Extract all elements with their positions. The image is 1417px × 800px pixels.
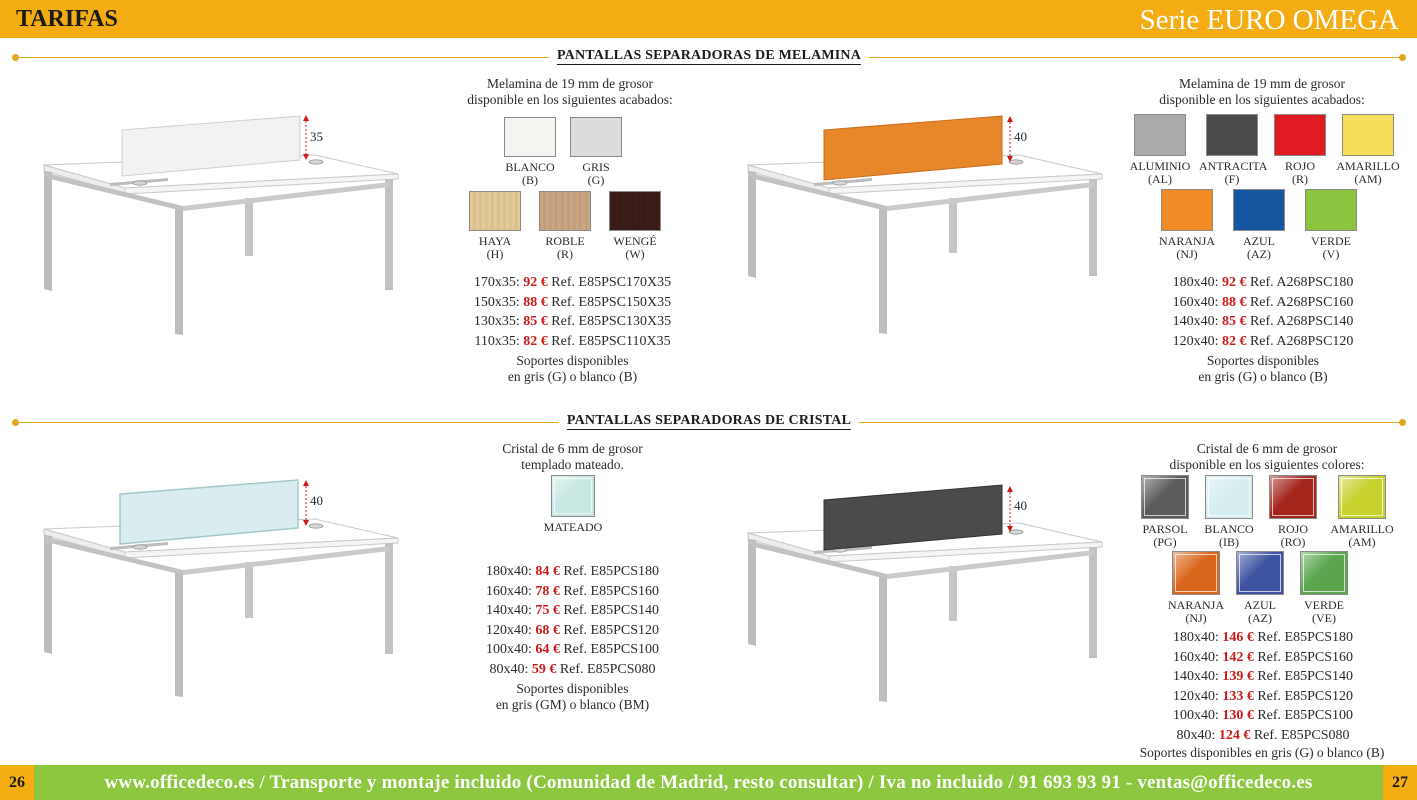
price-ref: Ref. A268PSC140 — [1246, 314, 1354, 329]
price-row — [1118, 293, 1408, 313]
price-size: 140x40: — [1172, 314, 1222, 329]
price-value: 59 € — [531, 661, 557, 677]
page-header — [0, 0, 1417, 38]
swatch-naranja[interactable]: NARANJA (NJ) — [1158, 189, 1216, 261]
swatch-roble[interactable]: ROBLE (R) — [539, 191, 591, 261]
mel40-supports: Soportes disponibles en gris (G) o blanco (B) — [1198, 353, 1328, 384]
price-size: 160x40: — [1172, 649, 1223, 665]
swatch-color — [1269, 475, 1317, 519]
price-row — [1118, 687, 1408, 707]
price-size: 80x40: — [1176, 727, 1219, 743]
swatch-color — [1233, 189, 1285, 231]
dimension-label: 40 — [310, 493, 323, 508]
price-row — [430, 621, 715, 641]
cris-mat-description: Cristal de 6 mm de grosor templado mateado. — [502, 441, 643, 472]
swatch-color — [1300, 551, 1348, 595]
header-series-title: Serie EURO OMEGA — [1139, 4, 1399, 36]
price-row — [1118, 273, 1408, 293]
price-value: 84 € — [535, 564, 560, 579]
price-size: 150x35: — [473, 294, 524, 310]
price-value: 64 € — [535, 642, 560, 657]
swatch-color — [1274, 114, 1326, 156]
swatch-aluminio[interactable]: ALUMINIO (AL) — [1128, 114, 1192, 186]
price-size: 170x35: — [473, 275, 524, 290]
price-ref: Ref. E85PSC150X35 — [547, 294, 672, 310]
price-size: 160x40: — [1172, 294, 1222, 310]
mel35-price-list — [430, 273, 715, 351]
price-size: 140x40: — [1172, 669, 1223, 684]
swatch-amarillo-cristal[interactable]: AMARILLO (AM) — [1328, 475, 1396, 549]
price-ref: Ref. E85PCS160 — [559, 583, 660, 599]
price-ref: Ref. E85PCS140 — [559, 603, 660, 618]
price-value: 124 € — [1218, 727, 1251, 743]
price-row — [1118, 312, 1408, 332]
price-value: 92 € — [1221, 275, 1247, 290]
dimension-label: 40 — [1014, 129, 1027, 144]
swatch-color — [469, 191, 521, 231]
cris-col-description: Cristal de 6 mm de grosor disponible en los siguientes colores: — [1169, 441, 1365, 472]
price-row — [430, 660, 715, 680]
price-size: 160x40: — [485, 583, 536, 599]
swatch-color — [504, 117, 556, 157]
price-size: 180x40: — [1172, 275, 1222, 290]
price-size: 130x35: — [473, 314, 524, 329]
price-value: 82 € — [523, 333, 548, 349]
price-ref: Ref. E85PCS180 — [1253, 630, 1354, 645]
price-size: 120x40: — [1172, 333, 1222, 349]
swatch-color — [539, 191, 591, 231]
swatch-rojo-cristal[interactable]: ROJO (RO) — [1264, 475, 1322, 549]
swatch-color — [1134, 114, 1186, 156]
cris-col-swatch-row-1 — [1136, 475, 1396, 549]
cris-col-supports: Soportes disponibles en gris (G) o blanco (B) — [1139, 745, 1385, 760]
page-number-left: 26 — [0, 765, 34, 800]
swatch-mateado[interactable]: MATEADO — [530, 475, 616, 534]
price-row — [430, 332, 715, 352]
swatch-azul[interactable]: AZUL (AZ) — [1230, 189, 1288, 261]
swatch-amarillo[interactable]: AMARILLO (AM) — [1335, 114, 1401, 186]
mel35-supports: Soportes disponibles en gris (G) o blanco (B) — [507, 353, 638, 384]
price-size: 110x35: — [474, 333, 524, 349]
mel40-description: Melamina de 19 mm de grosor disponible en los siguientes acabados: — [1159, 76, 1365, 107]
cris-mat-supports: Soportes disponibles en gris (GM) o blanco (BM) — [495, 681, 650, 712]
price-value: 68 € — [535, 622, 560, 638]
dimension-label: 35 — [310, 129, 323, 144]
price-size: 80x40: — [489, 661, 532, 677]
swatch-parsol[interactable]: PARSOL (PG) — [1136, 475, 1194, 549]
mel35-description: Melamina de 19 mm de grosor disponible en los siguientes acabados: — [467, 76, 673, 107]
swatch-verde-cristal[interactable]: VERDE (VE) — [1295, 551, 1353, 625]
swatch-verde[interactable]: VERDE (V) — [1302, 189, 1360, 261]
swatch-color — [1338, 475, 1386, 519]
price-ref: Ref. E85PCS120 — [1253, 688, 1354, 704]
swatch-color — [609, 191, 661, 231]
price-row — [430, 582, 715, 602]
price-size: 100x40: — [1172, 708, 1223, 723]
swatch-blanco[interactable]: BLANCO (B) — [504, 117, 556, 187]
swatch-color — [1172, 551, 1220, 595]
desk-illustration-melamina-35 — [40, 108, 420, 343]
swatch-color — [1206, 114, 1258, 156]
price-value: 133 € — [1222, 688, 1254, 704]
swatch-naranja-cristal[interactable]: NARANJA (NJ) — [1167, 551, 1225, 625]
price-value: 139 € — [1222, 669, 1254, 684]
header-title-tarifas: TARIFAS — [16, 6, 118, 32]
desk-illustration-cristal-mateado — [40, 472, 420, 707]
price-ref: Ref. E85PCS100 — [1253, 708, 1354, 723]
price-ref: Ref. E85PCS120 — [559, 622, 660, 638]
price-size: 140x40: — [485, 603, 536, 618]
swatch-color — [1161, 189, 1213, 231]
swatch-haya[interactable]: HAYA (H) — [469, 191, 521, 261]
price-ref: Ref. E85PCS140 — [1253, 669, 1354, 684]
price-value: 82 € — [1221, 333, 1247, 349]
price-value: 85 € — [1221, 314, 1247, 329]
price-value: 88 € — [1221, 294, 1247, 310]
mel35-swatch-row-1 — [504, 117, 622, 187]
price-ref: Ref. E85PCS080 — [556, 661, 656, 677]
price-row — [1118, 706, 1408, 726]
section-title-cristal: PANTALLAS SEPARADORAS DE CRISTAL — [14, 413, 1404, 431]
price-ref: Ref. E85PCS080 — [1250, 727, 1350, 743]
dimension-label: 40 — [1014, 498, 1027, 513]
price-value: 92 € — [523, 275, 548, 290]
price-ref: Ref. E85PCS180 — [559, 564, 660, 579]
price-value: 88 € — [523, 294, 548, 310]
price-ref: Ref. E85PSC130X35 — [547, 314, 672, 329]
mel40-price-list — [1118, 273, 1408, 351]
price-size: 180x40: — [1172, 630, 1223, 645]
price-ref: Ref. E85PSC110X35 — [547, 333, 671, 349]
cris-col-swatch-row-2 — [1167, 551, 1353, 625]
section-title-melamina: PANTALLAS SEPARADORAS DE MELAMINA — [14, 48, 1404, 66]
price-value: 85 € — [523, 314, 548, 329]
price-ref: Ref. A268PSC160 — [1246, 294, 1354, 310]
price-row — [430, 312, 715, 332]
swatch-color — [1205, 475, 1253, 519]
price-size: 120x40: — [485, 622, 536, 638]
price-size: 100x40: — [485, 642, 536, 657]
swatch-antracita[interactable]: ANTRACITA (F) — [1199, 114, 1265, 186]
desk-illustration-cristal-color — [744, 476, 1124, 711]
footer-contact-text: www.officedeco.es / Transporte y montaje incluido (Comunidad de Madrid, resto consultar) / Iva no incluido / 91 693 93 91 - ventas@officedeco.es — [104, 772, 1313, 793]
price-size: 120x40: — [1172, 688, 1223, 704]
mel40-swatch-row-1 — [1128, 114, 1401, 186]
price-ref: Ref. A268PSC180 — [1246, 275, 1354, 290]
swatch-wenge[interactable]: WENGÉ (W) — [609, 191, 661, 261]
price-row — [1118, 332, 1408, 352]
price-row — [430, 562, 715, 582]
price-value: 130 € — [1222, 708, 1254, 723]
swatch-color — [551, 475, 595, 517]
price-row — [430, 273, 715, 293]
price-ref: Ref. A268PSC120 — [1246, 333, 1354, 349]
page-number-right: 27 — [1383, 765, 1417, 800]
page-footer — [0, 765, 1417, 800]
price-value: 146 € — [1222, 630, 1254, 645]
price-row — [1118, 667, 1408, 687]
cris-mat-price-list — [430, 562, 715, 679]
price-value: 78 € — [535, 583, 560, 599]
price-size: 180x40: — [485, 564, 536, 579]
price-row — [1118, 628, 1408, 648]
price-row — [1118, 726, 1408, 746]
swatch-color — [1305, 189, 1357, 231]
swatch-color — [1236, 551, 1284, 595]
cris-col-price-list — [1118, 628, 1408, 745]
price-value: 75 € — [535, 603, 560, 618]
price-row — [430, 601, 715, 621]
swatch-rojo[interactable]: ROJO (R) — [1272, 114, 1328, 186]
swatch-color — [1342, 114, 1394, 156]
swatch-color — [1141, 475, 1189, 519]
price-ref: Ref. E85PCS100 — [559, 642, 660, 657]
swatch-gris[interactable]: GRIS (G) — [570, 117, 622, 187]
price-row — [430, 293, 715, 313]
swatch-azul-cristal[interactable]: AZUL (AZ) — [1231, 551, 1289, 625]
price-ref: Ref. E85PCS160 — [1253, 649, 1354, 665]
mel35-swatch-row-2 — [469, 191, 661, 261]
mel40-swatch-row-2 — [1158, 189, 1360, 261]
swatch-color — [570, 117, 622, 157]
price-ref: Ref. E85PSC170X35 — [547, 275, 672, 290]
swatch-blanco-cristal[interactable]: BLANCO (IB) — [1200, 475, 1258, 549]
price-value: 142 € — [1222, 649, 1254, 665]
price-row — [1118, 648, 1408, 668]
price-row — [430, 640, 715, 660]
desk-illustration-melamina-40 — [744, 108, 1124, 343]
